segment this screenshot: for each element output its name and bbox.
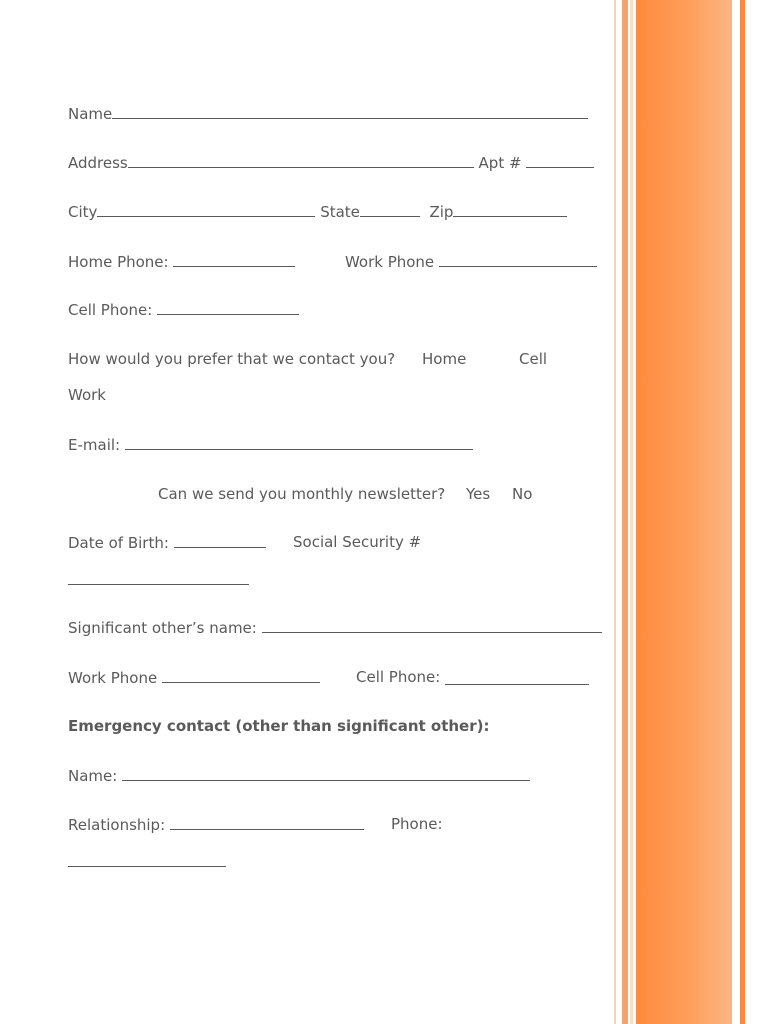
state-field[interactable] (360, 202, 420, 217)
significant-other-field[interactable] (262, 618, 602, 633)
emergency-phone-field-row (68, 852, 226, 871)
phone-row (68, 252, 597, 271)
email-row (68, 435, 473, 454)
contact-pref-cell[interactable]: Cell (519, 350, 548, 368)
home-phone-field[interactable] (173, 252, 295, 267)
address-field[interactable] (128, 153, 474, 168)
border-stripe (622, 0, 628, 1024)
dob-field[interactable] (174, 533, 266, 548)
cell-phone-label: Cell Phone: (68, 301, 153, 319)
so-cell-phone-label: Cell Phone: (356, 668, 441, 686)
home-phone-label: Home Phone: (68, 253, 169, 271)
border-stripe (614, 0, 616, 1024)
contact-pref-home[interactable]: Home (422, 350, 467, 368)
border-stripe (740, 0, 745, 1024)
address-row (68, 153, 594, 172)
name-row (68, 104, 588, 123)
significant-other-label: Significant other’s name: (68, 619, 257, 637)
ssn-field-row (68, 570, 249, 589)
city-label: City (68, 203, 98, 221)
dob-row (68, 533, 422, 552)
address-label: Address (68, 154, 128, 172)
newsletter-no[interactable]: No (512, 485, 533, 503)
significant-other-row (68, 618, 602, 637)
apt-label: Apt # (478, 154, 522, 172)
city-row (68, 202, 567, 221)
ssn-field[interactable] (68, 570, 249, 585)
apt-field[interactable] (526, 153, 594, 168)
border-stripe (630, 0, 633, 1024)
contact-pref-work[interactable]: Work (68, 386, 106, 404)
so-work-phone-label: Work Phone (68, 669, 158, 687)
work-phone-label: Work Phone (344, 253, 435, 271)
zip-label: Zip (429, 203, 454, 221)
contact-pref-question: How would you prefer that we contact you? (68, 350, 396, 368)
state-label: State (320, 203, 360, 221)
name-label: Name (68, 105, 113, 123)
work-phone-field[interactable] (439, 252, 597, 267)
cell-phone-row (68, 300, 299, 319)
so-cell-phone-field[interactable] (445, 670, 589, 685)
email-label: E-mail: (68, 436, 121, 454)
emergency-name-row (68, 766, 530, 785)
orange-border-panel (636, 0, 732, 1024)
emergency-phone-label: Phone: (391, 815, 443, 833)
so-phone-row (68, 668, 441, 687)
emergency-phone-field[interactable] (68, 852, 226, 867)
emergency-heading: Emergency contact (other than significant other): (68, 717, 490, 735)
emergency-name-field[interactable] (122, 766, 530, 781)
newsletter-row (158, 485, 533, 503)
relationship-label: Relationship: (68, 816, 166, 834)
ssn-label: Social Security # (293, 533, 422, 551)
email-field[interactable] (125, 435, 473, 450)
newsletter-yes[interactable]: Yes (466, 485, 491, 503)
cell-phone-field[interactable] (157, 300, 299, 315)
newsletter-question: Can we send you monthly newsletter? (158, 485, 446, 503)
relationship-field[interactable] (170, 815, 364, 830)
name-field[interactable] (112, 104, 588, 119)
zip-field[interactable] (453, 202, 567, 217)
relationship-row (68, 815, 443, 834)
so-work-phone-field[interactable] (162, 668, 320, 683)
emergency-name-label: Name: (68, 767, 118, 785)
dob-label: Date of Birth: (68, 534, 169, 552)
contact-preference-row (68, 350, 548, 368)
city-field[interactable] (97, 202, 315, 217)
